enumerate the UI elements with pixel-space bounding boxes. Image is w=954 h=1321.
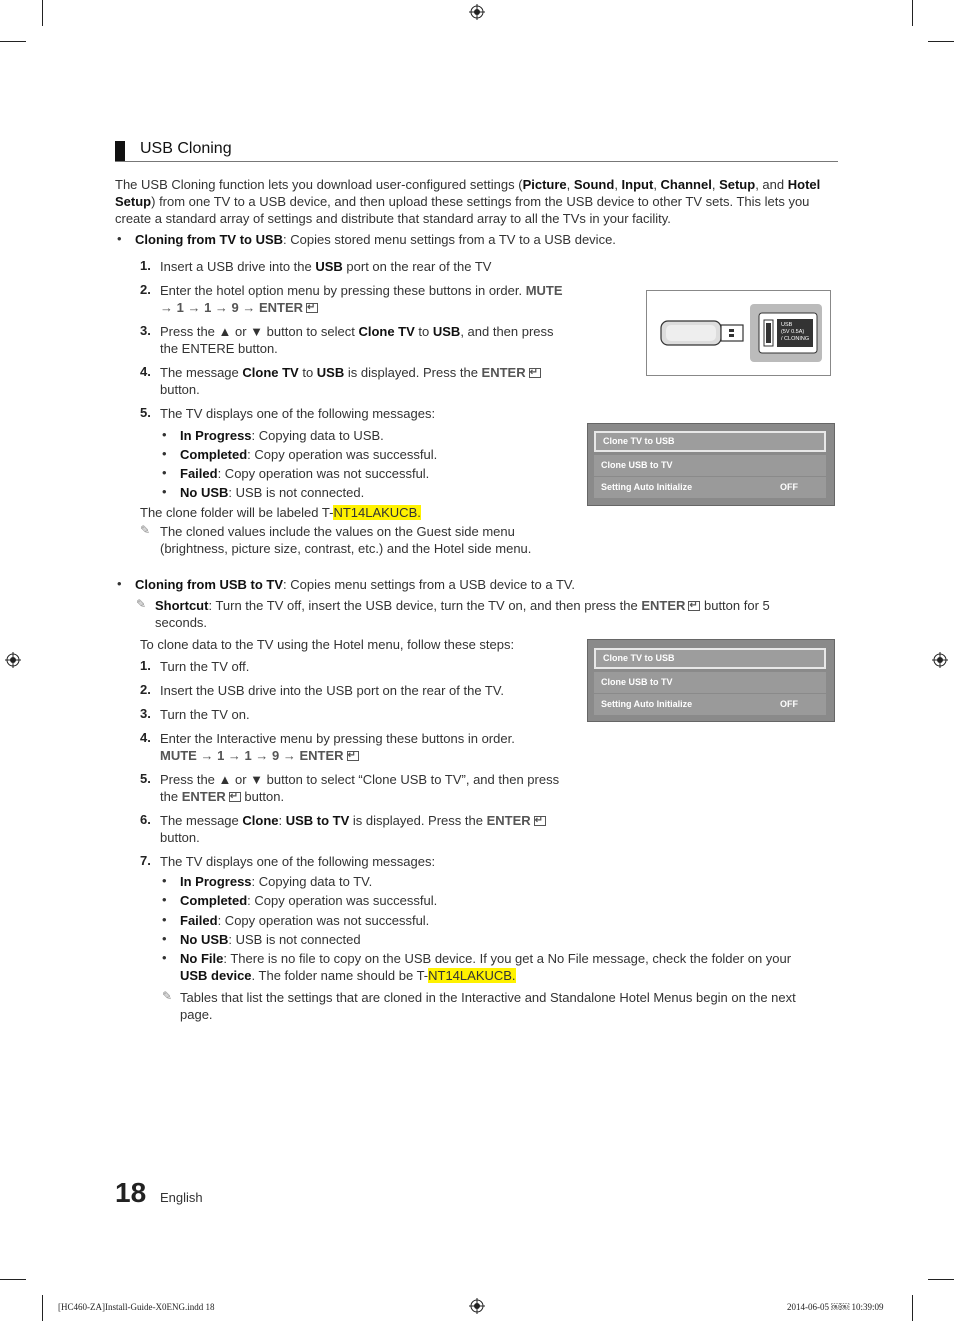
step-number: 5. (140, 771, 151, 786)
menu-item-clone-usb-to-tv[interactable]: Clone USB to TV (594, 455, 826, 476)
step-number: 2. (140, 682, 151, 697)
step-text: Press the ▲ or ▼ button to select “Clone USB to TV”, and then press the ENTER↵ button. (160, 771, 559, 805)
menu-item-setting-auto-initialize[interactable]: Setting Auto Initialize OFF (594, 694, 826, 715)
section-heading (115, 139, 838, 162)
crop-mark (912, 0, 913, 26)
usb-illustration (646, 290, 831, 376)
step-text: Turn the TV on. (160, 707, 250, 722)
step-number: 1. (140, 658, 151, 673)
step-text: The message Clone TV to USB is displayed. Press the ENTER↵ button. (160, 364, 541, 398)
step-number: 4. (140, 730, 151, 745)
menu-item-clone-tv-to-usb[interactable]: Clone TV to USB (594, 431, 826, 452)
step-text: The TV displays one of the following messages: (160, 406, 436, 421)
message-item: No USB: USB is not connected. (180, 485, 365, 500)
step-text: Press the ▲ or ▼ button to select Clone TV to USB, and then press the ENTERE button. (160, 324, 554, 356)
menu-item-setting-auto-initialize[interactable]: Setting Auto Initialize OFF (594, 477, 826, 498)
step-text: Enter the hotel option menu by pressing these buttons in order. MUTE → 1 → 1 → 9 → ENTER↵ (160, 282, 563, 316)
message-item: Failed: Copy operation was not successful. (180, 913, 430, 928)
enter-icon (529, 368, 541, 378)
crop-mark (42, 1295, 43, 1321)
step-number: 7. (140, 853, 151, 868)
enter-icon (347, 751, 359, 761)
shortcut-note: Shortcut: Turn the TV off, insert the USB device, turn the TV on, and then press the ENTER↵ button for 5 seconds. (155, 597, 825, 631)
bullet: • (162, 873, 167, 888)
message-item: Failed: Copy operation was not successful. (180, 466, 430, 481)
menu-item-clone-tv-to-usb[interactable]: Clone TV to USB (594, 648, 826, 669)
crop-mark (0, 41, 26, 42)
note-text: Tables that list the settings that are cloned in the Interactive and Standalone Hotel Menus begin on the next page. (180, 990, 796, 1022)
enter-icon (688, 601, 700, 611)
registration-mark-icon (469, 4, 485, 20)
message-item: No File: There is no file to copy on the USB device. If you get a No File message, check the folder on your USB device. The folder name should be T-NT14LAKUCB. (180, 951, 792, 983)
registration-mark-icon (5, 652, 21, 668)
message-item: In Progress: Copying data to USB. (180, 428, 384, 443)
message-item: Completed: Copy operation was successful. (180, 893, 438, 908)
hotel-menu-1 (587, 423, 835, 506)
bullet: • (117, 576, 122, 591)
enter-icon (229, 792, 241, 802)
step-number: 2. (140, 282, 151, 297)
crop-mark (928, 1279, 954, 1280)
enter-icon (534, 816, 546, 826)
step-number: 4. (140, 364, 151, 379)
note-pencil-icon: ✎ (136, 597, 147, 611)
bullet: • (117, 231, 122, 246)
message-item: In Progress: Copying data to TV. (180, 874, 373, 889)
section1-bullet: Cloning from TV to USB: Copies stored menu settings from a TV to a USB device. (135, 232, 616, 247)
hotel-menu-2 (587, 639, 835, 722)
bullet: • (162, 465, 167, 480)
step-number: 5. (140, 405, 151, 420)
page-language: English (160, 1190, 203, 1205)
step-number: 3. (140, 323, 151, 338)
page-title: USB Cloning (140, 140, 232, 157)
note-pencil-icon: ✎ (162, 989, 173, 1003)
message-item: No USB: USB is not connected (180, 932, 361, 947)
crop-mark (928, 41, 954, 42)
note-pencil-icon: ✎ (140, 523, 151, 537)
bullet: • (162, 931, 167, 946)
registration-mark-icon (932, 652, 948, 668)
bullet: • (162, 950, 167, 965)
footer-file-name: [HC460-ZA]Install-Guide-X0ENG.indd 18 (58, 1302, 215, 1312)
bullet: • (162, 912, 167, 927)
bullet: • (162, 427, 167, 442)
step-number: 1. (140, 258, 151, 273)
step-text: Enter the Interactive menu by pressing these buttons in order. MUTE → 1 → 1 → 9 → ENTER↵ (160, 730, 515, 764)
heading-bar (115, 141, 125, 161)
step-text: Insert the USB drive into the USB port on the rear of the TV. (160, 683, 504, 698)
section2-bullet: Cloning from USB to TV: Copies menu settings from a USB device to a TV. (135, 577, 575, 592)
bullet: • (162, 484, 167, 499)
step-number: 6. (140, 812, 151, 827)
crop-mark (42, 0, 43, 26)
step-text: The TV displays one of the following messages: (160, 854, 436, 869)
registration-mark-icon (469, 1298, 485, 1314)
intro-paragraph: The USB Cloning function lets you download user-configured settings (Picture, Sound, Input, Channel, Setup, and Hotel Setup) from one TV to a USB device, and then upload these settings from the USB device to other TV sets. This lets you create a standard array of settings and distribute that standard array to all the TVs in your facility. (115, 177, 821, 226)
step-number: 3. (140, 706, 151, 721)
crop-mark (912, 1295, 913, 1321)
note-text: The cloned values include the values on the Guest side menu (brightness, picture size, contrast, etc.) and the Hotel side menu. (160, 524, 532, 556)
menu-item-clone-usb-to-tv[interactable]: Clone USB to TV (594, 672, 826, 693)
step-text: Turn the TV off. (160, 659, 250, 674)
folder-label: The clone folder will be labeled T-NT14LAKUCB. (140, 505, 421, 520)
page-number: 18 (115, 1177, 147, 1208)
usb-port-label: USB (5V 0.5A) / CLONING (781, 322, 810, 342)
step-text: The message Clone: USB to TV is displayed. Press the ENTER↵ button. (160, 812, 546, 846)
enter-icon (306, 303, 318, 313)
message-item: Completed: Copy operation was successful. (180, 447, 438, 462)
bullet: • (162, 446, 167, 461)
step-text: Insert a USB drive into the USB port on the rear of the TV (160, 259, 492, 274)
lead-text: To clone data to the TV using the Hotel menu, follow these steps: (140, 637, 515, 652)
bullet: • (162, 892, 167, 907)
footer-timestamp: 2014-06-05 ￼￼ 10:39:09 (787, 1302, 884, 1312)
crop-mark (0, 1279, 26, 1280)
